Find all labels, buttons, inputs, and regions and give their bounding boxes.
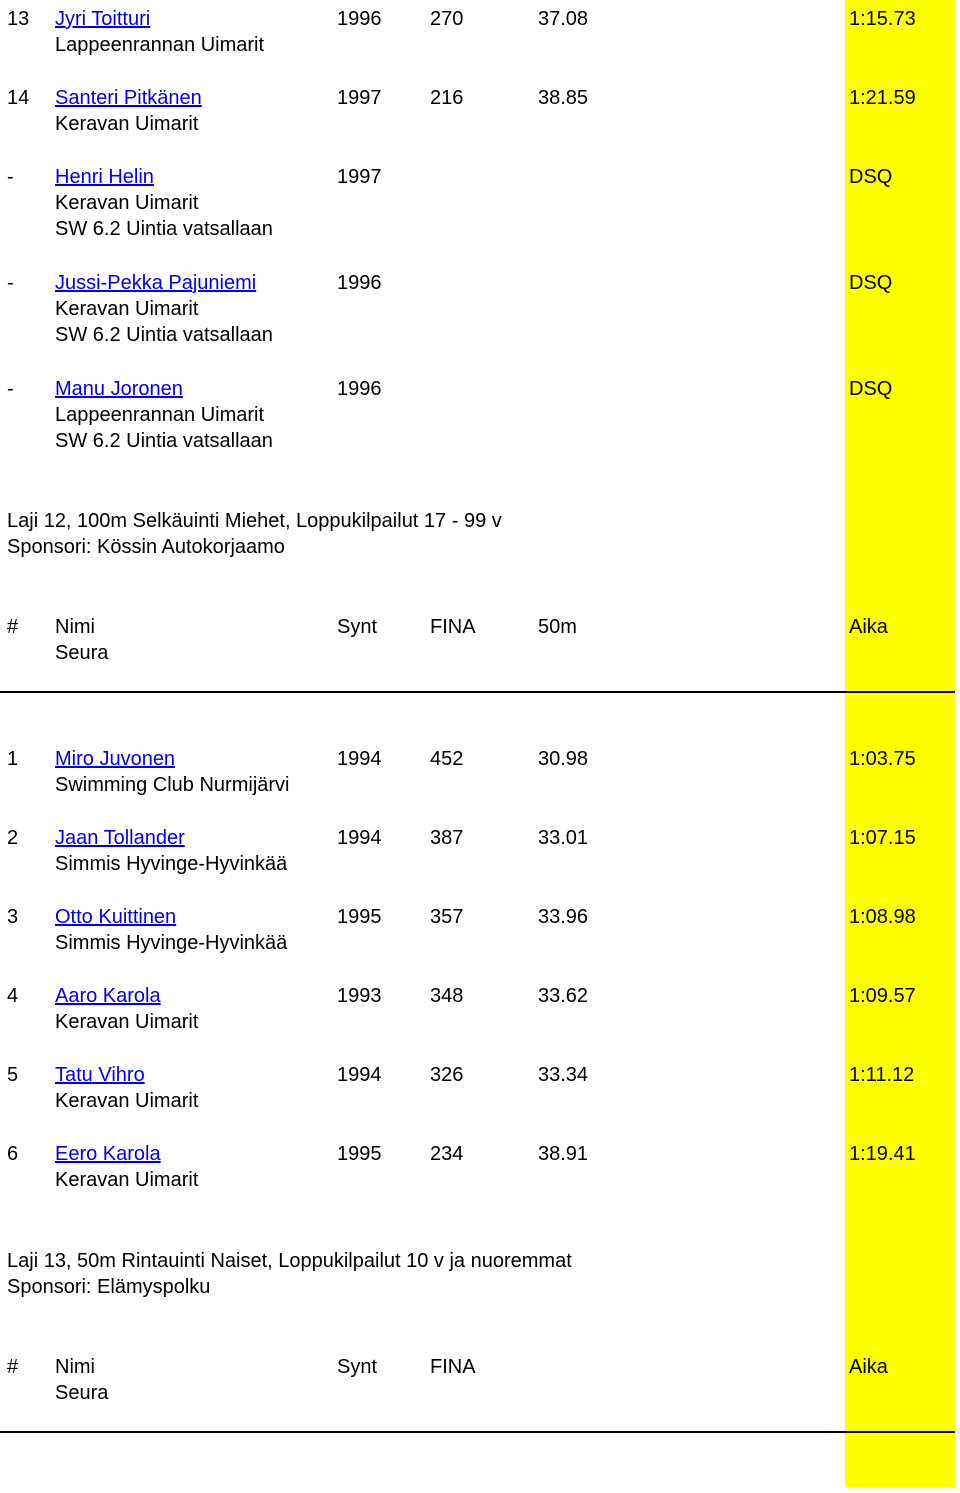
header-fina: FINA bbox=[430, 1356, 476, 1378]
swimmer-name[interactable] bbox=[55, 1062, 145, 1088]
header-time: Aika bbox=[849, 616, 888, 638]
rank: 4 bbox=[7, 985, 19, 1007]
event-sponsor-text: Sponsori: Elämyspolku bbox=[7, 1276, 211, 1298]
split-time: 37.08 bbox=[538, 8, 589, 30]
rank: 6 bbox=[7, 1143, 19, 1165]
event-sponsor-text: Sponsori: Kössin Autokorjaamo bbox=[7, 536, 285, 558]
rank: - bbox=[7, 166, 14, 188]
result-row-dsq bbox=[0, 164, 960, 244]
club-name: Simmis Hyvinge-Hyvinkää bbox=[55, 932, 288, 954]
final-time: 1:09.57 bbox=[849, 985, 916, 1007]
result-row bbox=[0, 904, 960, 964]
final-time: 1:15.73 bbox=[849, 8, 916, 30]
swimmer-name[interactable] bbox=[55, 904, 176, 930]
swimmer-link[interactable]: Jyri Toitturi bbox=[55, 8, 151, 30]
results-table-header bbox=[0, 614, 960, 674]
rank: 14 bbox=[7, 87, 30, 109]
fina-points: 234 bbox=[430, 1143, 464, 1165]
swimmer-name[interactable] bbox=[55, 6, 150, 32]
header-rank: # bbox=[7, 616, 19, 638]
swimmer-name[interactable] bbox=[55, 983, 161, 1009]
swimmer-name[interactable] bbox=[55, 746, 175, 772]
results-table-header bbox=[0, 1354, 960, 1414]
swimmer-name[interactable] bbox=[55, 376, 183, 402]
fina-points: 326 bbox=[430, 1064, 464, 1086]
swimmer-name[interactable] bbox=[55, 825, 185, 851]
club-name: Keravan Uimarit bbox=[55, 1011, 199, 1033]
event-sponsor bbox=[0, 534, 960, 560]
birth-year: 1995 bbox=[337, 1143, 382, 1165]
final-time: DSQ bbox=[849, 378, 893, 400]
birth-year: 1994 bbox=[337, 827, 382, 849]
club-name: Keravan Uimarit bbox=[55, 1169, 199, 1191]
header-split: 50m bbox=[538, 616, 577, 638]
club-name: Keravan Uimarit bbox=[55, 298, 199, 320]
final-time: 1:03.75 bbox=[849, 748, 916, 770]
club-name: Keravan Uimarit bbox=[55, 1090, 199, 1112]
disqualification-reason: SW 6.2 Uintia vatsallaan bbox=[55, 324, 273, 346]
header-year: Synt bbox=[337, 616, 378, 638]
swimmer-link[interactable]: Tatu Vihro bbox=[55, 1064, 145, 1086]
swimmer-name[interactable] bbox=[55, 1141, 161, 1167]
final-time: 1:07.15 bbox=[849, 827, 916, 849]
club-name: Keravan Uimarit bbox=[55, 192, 199, 214]
club-name: Keravan Uimarit bbox=[55, 113, 199, 135]
final-time: 1:19.41 bbox=[849, 1143, 916, 1165]
split-time: 30.98 bbox=[538, 748, 589, 770]
header-year: Synt bbox=[337, 1356, 378, 1378]
swimmer-link[interactable]: Santeri Pitkänen bbox=[55, 87, 202, 109]
birth-year: 1994 bbox=[337, 1064, 382, 1086]
final-time: DSQ bbox=[849, 272, 893, 294]
swimmer-name[interactable] bbox=[55, 85, 202, 111]
header-club: Seura bbox=[55, 642, 109, 664]
result-row bbox=[0, 983, 960, 1043]
header-time: Aika bbox=[849, 1356, 888, 1378]
final-time: 1:08.98 bbox=[849, 906, 916, 928]
result-row bbox=[0, 6, 960, 66]
header-divider bbox=[0, 691, 955, 693]
split-time: 33.62 bbox=[538, 985, 589, 1007]
event-title-text: Laji 13, 50m Rintauinti Naiset, Loppukilpailut 10 v ja nuoremmat bbox=[7, 1250, 572, 1272]
result-row-dsq bbox=[0, 376, 960, 456]
rank: 2 bbox=[7, 827, 19, 849]
header-rank: # bbox=[7, 1356, 19, 1378]
club-name: Lappeenrannan Uimarit bbox=[55, 34, 265, 56]
birth-year: 1994 bbox=[337, 748, 382, 770]
fina-points: 216 bbox=[430, 87, 464, 109]
result-row bbox=[0, 1062, 960, 1122]
swimmer-name[interactable] bbox=[55, 164, 154, 190]
final-time: DSQ bbox=[849, 166, 893, 188]
split-time: 38.85 bbox=[538, 87, 589, 109]
rank: 1 bbox=[7, 748, 19, 770]
split-time: 33.96 bbox=[538, 906, 589, 928]
club-name: Lappeenrannan Uimarit bbox=[55, 404, 265, 426]
result-row bbox=[0, 746, 960, 806]
event-title-text: Laji 12, 100m Selkäuinti Miehet, Loppukilpailut 17 - 99 v bbox=[7, 510, 502, 532]
swimmer-link[interactable]: Otto Kuittinen bbox=[55, 906, 177, 928]
fina-points: 387 bbox=[430, 827, 464, 849]
birth-year: 1995 bbox=[337, 906, 382, 928]
header-name: Nimi bbox=[55, 616, 95, 638]
swimmer-link[interactable]: Jaan Tollander bbox=[55, 827, 185, 849]
rank: 3 bbox=[7, 906, 19, 928]
rank: - bbox=[7, 272, 14, 294]
fina-points: 270 bbox=[430, 8, 464, 30]
result-row-dsq bbox=[0, 270, 960, 350]
birth-year: 1993 bbox=[337, 985, 382, 1007]
result-row bbox=[0, 85, 960, 145]
event-sponsor bbox=[0, 1274, 960, 1300]
swimmer-link[interactable]: Eero Karola bbox=[55, 1143, 161, 1165]
header-club: Seura bbox=[55, 1382, 109, 1404]
split-time: 33.34 bbox=[538, 1064, 589, 1086]
swimmer-link[interactable]: Jussi-Pekka Pajuniemi bbox=[55, 272, 257, 294]
disqualification-reason: SW 6.2 Uintia vatsallaan bbox=[55, 218, 273, 240]
result-row bbox=[0, 1141, 960, 1201]
swimmer-link[interactable]: Aaro Karola bbox=[55, 985, 161, 1007]
birth-year: 1996 bbox=[337, 272, 382, 294]
birth-year: 1997 bbox=[337, 87, 382, 109]
club-name: Swimming Club Nurmijärvi bbox=[55, 774, 290, 796]
swimmer-link[interactable]: Henri Helin bbox=[55, 166, 154, 188]
event-title bbox=[0, 1248, 960, 1274]
fina-points: 348 bbox=[430, 985, 464, 1007]
final-time: 1:21.59 bbox=[849, 87, 916, 109]
header-fina: FINA bbox=[430, 616, 476, 638]
swimmer-link[interactable]: Manu Joronen bbox=[55, 378, 183, 400]
rank: 13 bbox=[7, 8, 30, 30]
rank: - bbox=[7, 378, 14, 400]
fina-points: 357 bbox=[430, 906, 464, 928]
swimmer-name[interactable] bbox=[55, 270, 256, 296]
result-row bbox=[0, 825, 960, 885]
split-time: 38.91 bbox=[538, 1143, 589, 1165]
fina-points: 452 bbox=[430, 748, 464, 770]
disqualification-reason: SW 6.2 Uintia vatsallaan bbox=[55, 430, 273, 452]
split-time: 33.01 bbox=[538, 827, 589, 849]
birth-year: 1996 bbox=[337, 8, 382, 30]
event-title bbox=[0, 508, 960, 534]
club-name: Simmis Hyvinge-Hyvinkää bbox=[55, 853, 288, 875]
header-divider bbox=[0, 1431, 955, 1433]
birth-year: 1997 bbox=[337, 166, 382, 188]
rank: 5 bbox=[7, 1064, 19, 1086]
birth-year: 1996 bbox=[337, 378, 382, 400]
swimmer-link[interactable]: Miro Juvonen bbox=[55, 748, 176, 770]
header-name: Nimi bbox=[55, 1356, 95, 1378]
final-time: 1:11.12 bbox=[849, 1064, 915, 1086]
